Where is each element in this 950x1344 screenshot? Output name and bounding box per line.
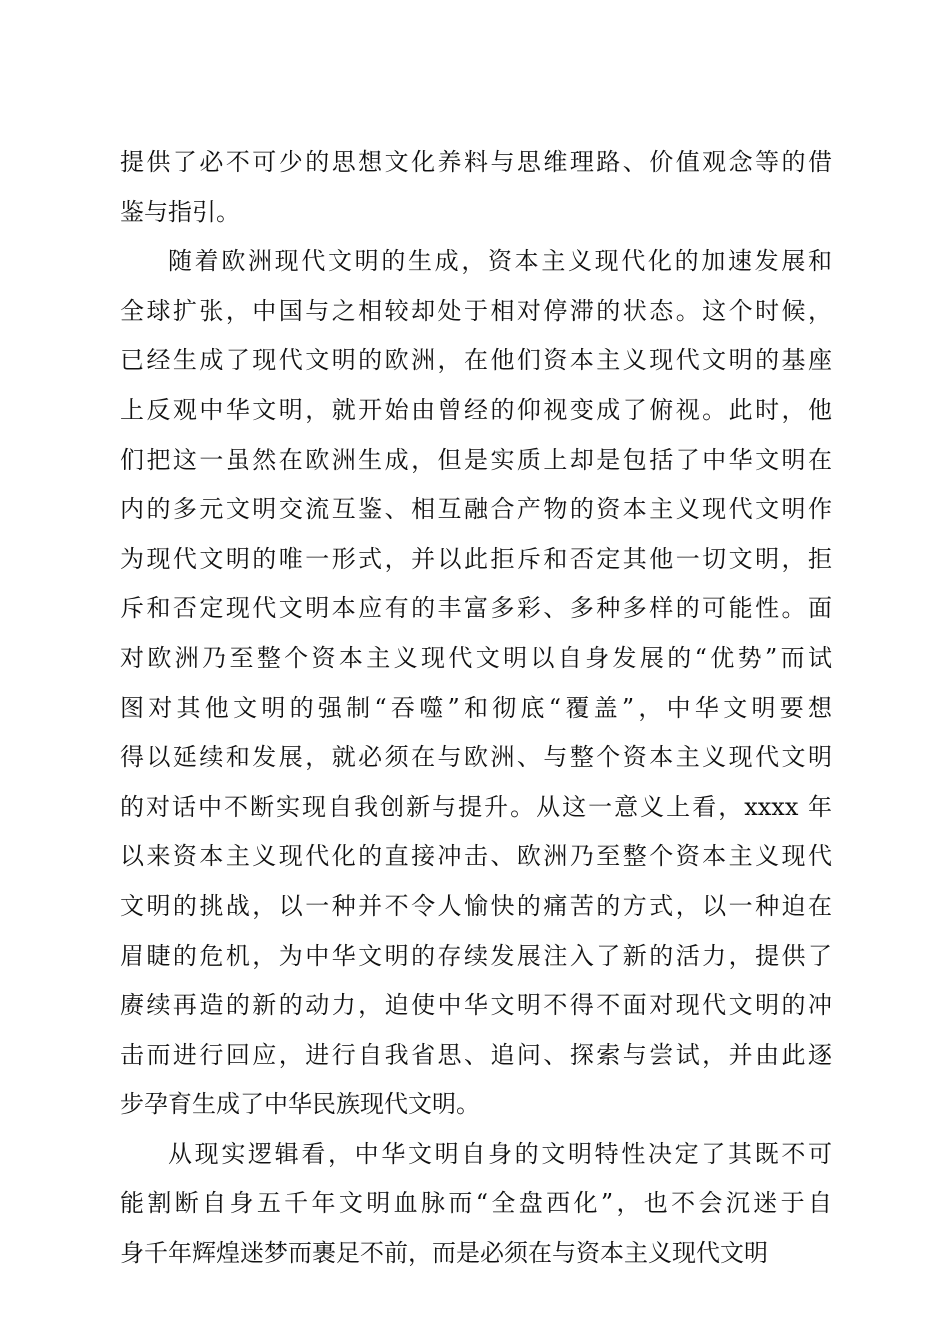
text-line: 已经生成了现代文明的欧洲，在他们资本主义现代文明的基座 bbox=[120, 346, 832, 375]
text-line: 能割断自身五千年文明血脉而“全盘西化”，也不会沉迷于自 bbox=[120, 1189, 832, 1218]
text-line: 的对话中不断实现自我创新与提升。从这一意义上看，xxxx 年 bbox=[120, 792, 832, 821]
text-line: 击而进行回应，进行自我省思、追问、探索与尝试，并由此逐 bbox=[120, 1040, 832, 1069]
paragraph bbox=[120, 138, 832, 237]
text-line: 步孕育生成了中华民族现代文明。 bbox=[120, 1090, 480, 1119]
text-line: 提供了必不可少的思想文化养料与思维理路、价值观念等的借 bbox=[120, 148, 832, 176]
paragraph bbox=[120, 1130, 832, 1279]
text-line: 随着欧洲现代文明的生成，资本主义现代化的加速发展和 bbox=[168, 247, 832, 276]
text-line: 身千年辉煌迷梦而裹足不前，而是必须在与资本主义现代文明 bbox=[120, 1239, 768, 1268]
text-line: 们把这一虽然在欧洲生成，但是实质上却是包括了中华文明在 bbox=[120, 445, 832, 474]
text-line: 图对其他文明的强制“吞噬”和彻底“覆盖”，中华文明要想 bbox=[120, 693, 832, 722]
text-line: 从现实逻辑看，中华文明自身的文明特性决定了其既不可 bbox=[168, 1139, 832, 1168]
text-line: 眉睫的危机，为中华文明的存续发展注入了新的活力，提供了 bbox=[120, 941, 832, 970]
text-line: 斥和否定现代文明本应有的丰富多彩、多种多样的可能性。面 bbox=[120, 594, 832, 623]
text-line: 内的多元文明交流互鉴、相互融合产物的资本主义现代文明作 bbox=[120, 495, 832, 524]
document-body bbox=[120, 138, 832, 1279]
text-line: 以来资本主义现代化的直接冲击、欧洲乃至整个资本主义现代 bbox=[120, 842, 832, 871]
text-line: 为现代文明的唯一形式，并以此拒斥和否定其他一切文明，拒 bbox=[120, 544, 832, 573]
paragraph bbox=[120, 237, 832, 1130]
text-line: 赓续再造的新的动力，迫使中华文明不得不面对现代文明的冲 bbox=[120, 991, 832, 1020]
text-line: 对欧洲乃至整个资本主义现代文明以自身发展的“优势”而试 bbox=[120, 643, 832, 672]
text-line: 文明的挑战，以一种并不令人愉快的痛苦的方式，以一种迫在 bbox=[120, 891, 832, 920]
text-line: 全球扩张，中国与之相较却处于相对停滞的状态。这个时候， bbox=[120, 296, 832, 325]
text-line: 上反观中华文明，就开始由曾经的仰视变成了俯视。此时，他 bbox=[120, 395, 832, 424]
text-line: 鉴与指引。 bbox=[120, 197, 240, 226]
text-line: 得以延续和发展，就必须在与欧洲、与整个资本主义现代文明 bbox=[120, 743, 832, 772]
